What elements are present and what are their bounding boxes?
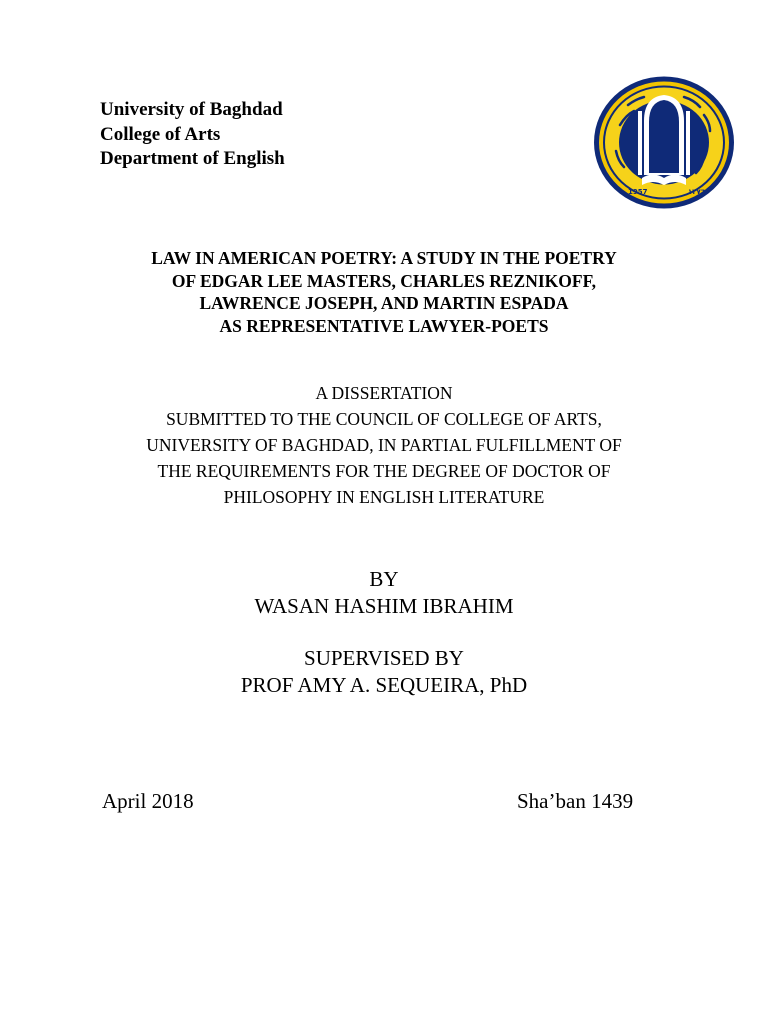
statement-line: SUBMITTED TO THE COUNCIL OF COLLEGE OF ARTS,: [166, 409, 602, 429]
hijri-date: Sha’ban 1439: [517, 789, 634, 813]
gregorian-date: April 2018: [102, 789, 194, 813]
submission-statement: [0, 380, 768, 510]
supervised-by-label: SUPERVISED BY: [304, 646, 464, 670]
svg-text:1957: 1957: [628, 188, 648, 196]
statement-line: THE REQUIREMENTS FOR THE DEGREE OF DOCTOR OF: [157, 461, 611, 481]
department-name: Department of English: [100, 148, 285, 169]
supervisor-name: PROF AMY A. SEQUEIRA, PhD: [240, 673, 528, 697]
title-line: AS REPRESENTATIVE LAWYER-POETS: [219, 315, 549, 336]
svg-text:١٣٧٦: ١٣٧٦: [688, 188, 706, 196]
title-line: OF EDGAR LEE MASTERS, CHARLES REZNIKOFF,: [171, 270, 597, 291]
author-name: WASAN HASHIM IBRAHIM: [254, 594, 514, 618]
statement-line: A DISSERTATION: [315, 383, 453, 403]
college-name: College of Arts: [100, 123, 221, 145]
statement-line: PHILOSOPHY IN ENGLISH LITERATURE: [223, 487, 545, 507]
institution-header: [100, 98, 285, 172]
university-seal-icon: [592, 75, 736, 210]
title-line: LAW IN AMERICAN POETRY: A STUDY IN THE POETRY: [151, 248, 617, 268]
supervisor-block: [0, 645, 768, 699]
title-line: LAWRENCE JOSEPH, AND MARTIN ESPADA: [199, 293, 569, 313]
statement-line: UNIVERSITY OF BAGHDAD, IN PARTIAL FULFILLMENT OF: [146, 435, 622, 455]
author-block: [0, 566, 768, 620]
by-label: BY: [369, 567, 399, 591]
university-name: University of Baghdad: [100, 99, 283, 120]
dissertation-title: [0, 247, 768, 337]
